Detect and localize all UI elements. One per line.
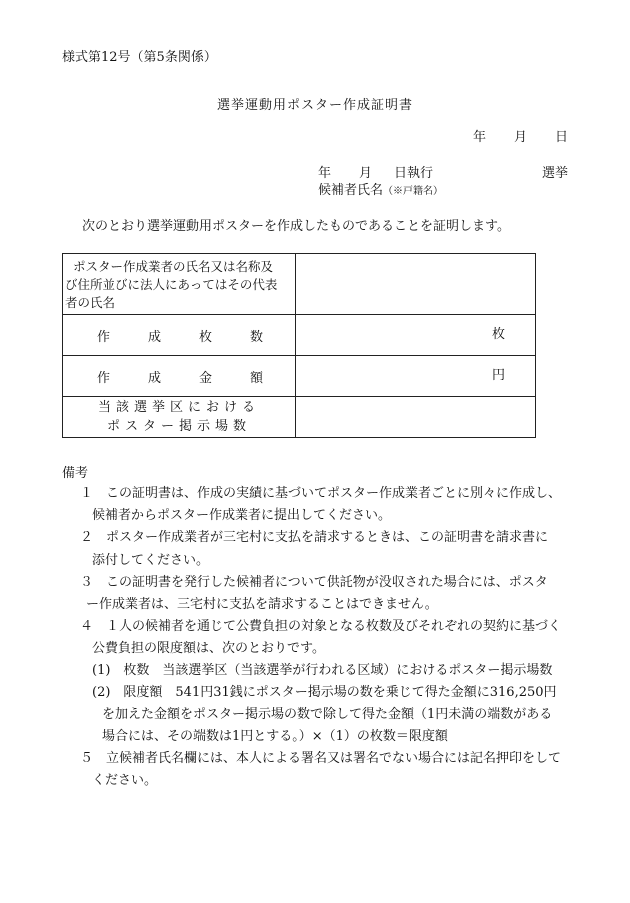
note-line: 添付してください。 [92, 553, 210, 568]
note-line: (2) 限度額 541円31銭にポスター掲示場の数を乗じて得た金額に316,250円 [92, 685, 557, 700]
exec-day: 日執行 [394, 166, 434, 181]
quantity-label [63, 315, 296, 356]
exec-month: 月 [359, 166, 373, 181]
note-line: ５ 立候補者氏名欄には、本人による署名又は署名でない場合には記名押印をして [80, 751, 562, 766]
label-line: 者の氏名 [65, 295, 116, 310]
label-char: 額 [249, 370, 263, 386]
note-line: １ この証明書は、作成の実績に基づいてポスター作成業者ごとに別々に作成し、 [80, 486, 562, 501]
election-label: 選挙 [541, 166, 568, 181]
label-char: 作 [97, 370, 111, 386]
maker-name-field[interactable] [296, 254, 536, 315]
date-year: 年 [472, 130, 486, 145]
label-char: 数 [249, 329, 263, 345]
amount-unit: 円 [491, 368, 505, 383]
board-count-field[interactable] [296, 397, 536, 438]
note-line: (1) 枚数 当該選挙区（当該選挙が行われる区域）におけるポスター掲示場数 [92, 663, 553, 678]
table-row [63, 356, 536, 397]
table-row [63, 315, 536, 356]
candidate-name-line [318, 179, 443, 198]
document-title: 選挙運動用ポスター作成証明書 [216, 98, 413, 113]
candidate-note: （※戸籍名） [383, 186, 444, 197]
form-number: 様式第12号（第5条関係） [62, 50, 217, 65]
label-char: 枚 [198, 329, 212, 345]
note-line: 場合には、その端数は1円とする。）×（1）の枚数＝限度額 [102, 729, 448, 744]
notes-heading: 備考 [62, 466, 89, 481]
table-row [63, 254, 536, 315]
note-line: 候補者からポスター作成業者に提出してください。 [92, 508, 392, 523]
note-line: を加えた金額をポスター掲示場の数で除して得た金額（1円未満の端数がある [102, 707, 553, 722]
note-line: ４ １人の候補者を通じて公費負担の対象となる枚数及びそれぞれの契約に基づく [80, 619, 562, 634]
issue-date-line [473, 126, 568, 145]
certificate-table [62, 253, 536, 438]
amount-field[interactable] [296, 356, 536, 397]
note-line: ー作成業者は、三宅村に支払を請求することはできません。 [86, 597, 438, 612]
certification-statement: 次のとおり選挙運動用ポスターを作成したものであることを証明します。 [82, 219, 510, 234]
quantity-unit: 枚 [491, 327, 505, 342]
date-day: 日 [554, 130, 568, 145]
date-month: 月 [513, 130, 527, 145]
note-line: 公費負担の限度額は、次のとおりです。 [92, 641, 325, 656]
label-line: 当該選挙区における [97, 400, 260, 415]
note-line: ください。 [92, 773, 158, 788]
label-line: び住所並びに法人にあってはその代表 [65, 277, 278, 292]
label-char: 金 [198, 370, 212, 386]
candidate-label: 候補者氏名 [318, 183, 384, 198]
label-line: ポスター掲示場数 [106, 419, 251, 434]
label-line: ポスター作成業者の氏名又は名称及 [73, 259, 274, 274]
label-char: 成 [147, 370, 161, 386]
board-count-label [63, 397, 296, 438]
quantity-field[interactable] [296, 315, 536, 356]
maker-name-label [63, 254, 296, 315]
label-char: 作 [97, 329, 111, 345]
label-char: 成 [147, 329, 161, 345]
note-line: ２ ポスター作成業者が三宅村に支払を請求するときは、この証明書を請求書に [80, 530, 549, 545]
note-line: ３ この証明書を発行した候補者について供託物が没収された場合には、ポスタ [80, 575, 548, 590]
exec-year: 年 [318, 166, 332, 181]
amount-label [63, 356, 296, 397]
table-row [63, 397, 536, 438]
